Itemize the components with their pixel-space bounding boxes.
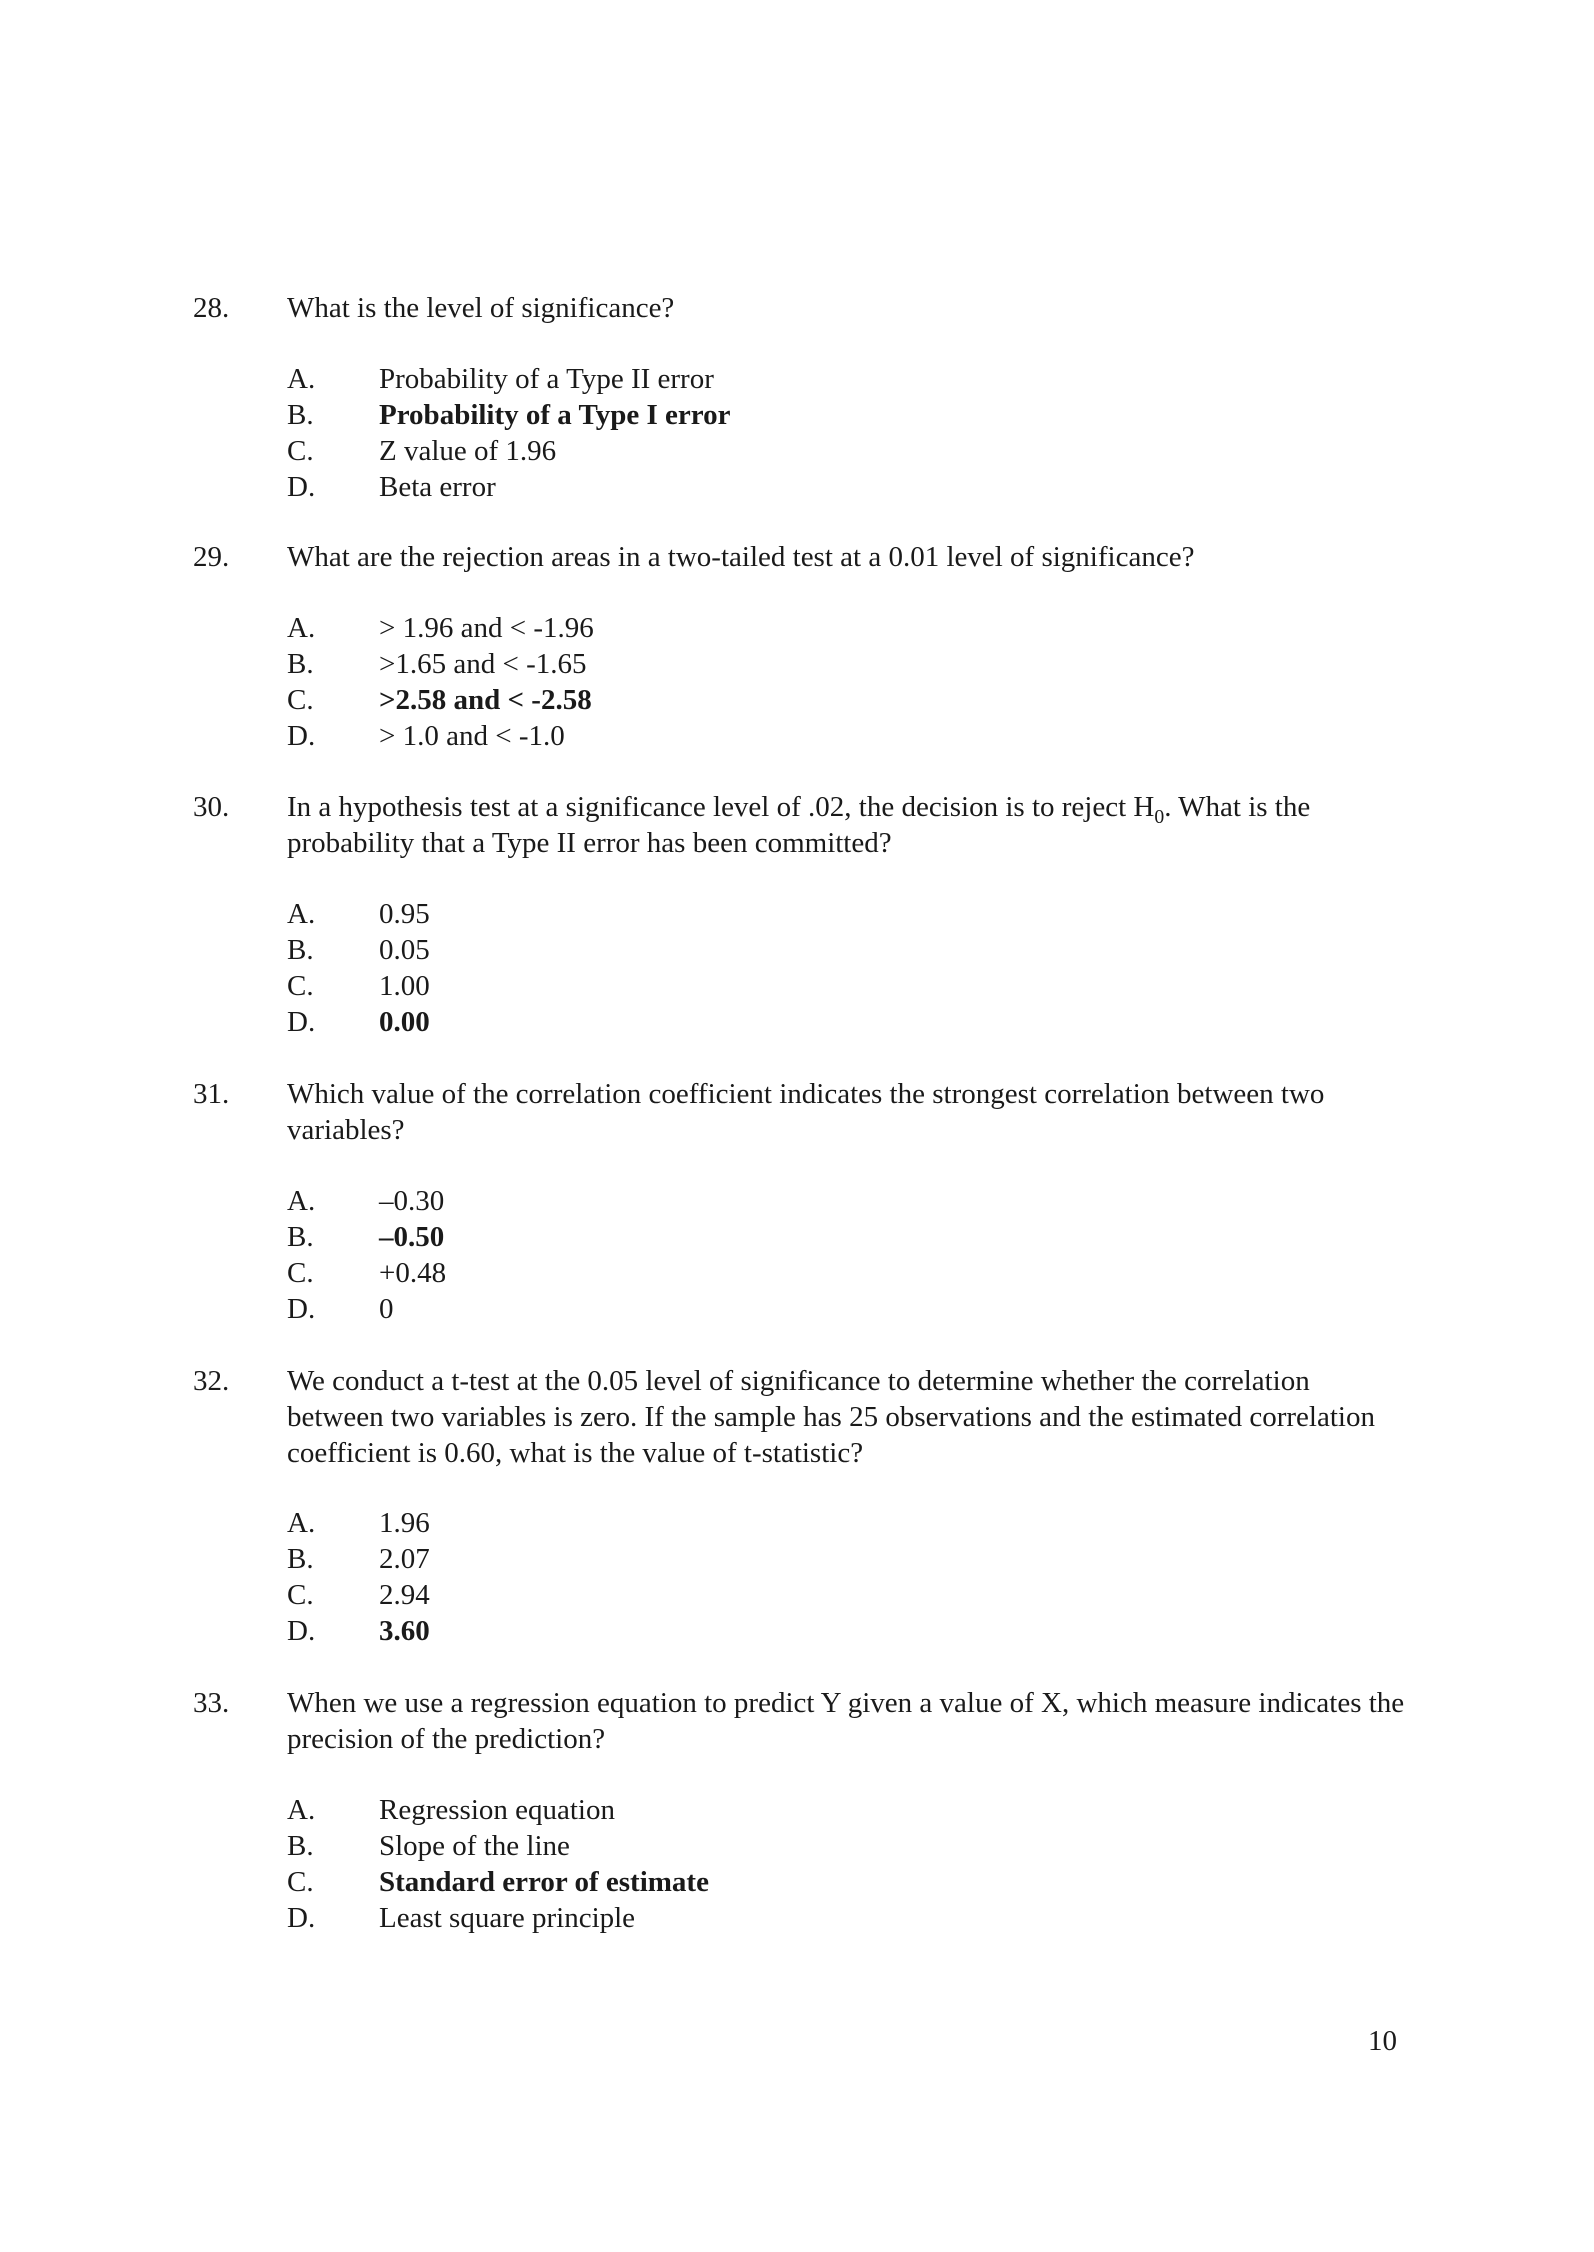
option-letter: D. (287, 1293, 316, 1325)
option-a (287, 1505, 1187, 1541)
question-number: 31. (193, 1078, 230, 1110)
option-letter: A. (287, 363, 316, 395)
answer-options (287, 1792, 1187, 1936)
question-text: Which value of the correlation coefficient indicates the strongest correlation between two variables? (287, 1078, 1325, 1146)
option-letter: C. (287, 1579, 314, 1611)
option-letter: A. (287, 1794, 316, 1826)
correct-option-text: –0.50 (379, 1221, 445, 1253)
question-text (287, 789, 1407, 861)
question-number: 30. (193, 791, 230, 823)
option-a (287, 610, 1187, 646)
question-text: When we use a regression equation to predict Y given a value of X, which measure indicates the precision of the prediction? (287, 1687, 1405, 1755)
option-text: Z value of 1.96 (379, 435, 557, 467)
option-letter: B. (287, 1543, 314, 1575)
option-c (287, 682, 1187, 718)
question-text: What are the rejection areas in a two-tailed test at a 0.01 level of significance? (287, 541, 1195, 573)
option-c (287, 433, 1187, 469)
option-text: Least square principle (379, 1902, 636, 1934)
question-number: 32. (193, 1365, 230, 1397)
option-d (287, 1900, 1187, 1936)
option-text: 0.95 (379, 898, 430, 930)
option-d (287, 718, 1187, 754)
option-letter: B. (287, 1221, 314, 1253)
correct-option-text: Probability of a Type I error (379, 399, 731, 431)
option-letter: A. (287, 1507, 316, 1539)
option-c (287, 968, 1187, 1004)
option-text: > 1.96 and < -1.96 (379, 612, 594, 644)
answer-options (287, 361, 1187, 505)
option-text: 0 (379, 1293, 394, 1325)
option-text: Regression equation (379, 1794, 615, 1826)
option-letter: B. (287, 399, 314, 431)
question-text: What is the level of significance? (287, 292, 675, 324)
option-letter: B. (287, 934, 314, 966)
option-letter: A. (287, 898, 316, 930)
option-letter: B. (287, 1830, 314, 1862)
option-text: 0.05 (379, 934, 430, 966)
subscript: 0 (1154, 805, 1165, 828)
option-d (287, 1613, 1187, 1649)
option-c (287, 1577, 1187, 1613)
question-text-part: . What is the probability that a Type II error has been committed? (287, 791, 1311, 859)
answer-options (287, 610, 1187, 754)
page-number: 10 (1368, 2025, 1397, 2057)
option-text: 1.00 (379, 970, 430, 1002)
option-c (287, 1864, 1187, 1900)
option-letter: D. (287, 1006, 316, 1038)
option-d (287, 1291, 1187, 1327)
option-text: 1.96 (379, 1507, 430, 1539)
question-text-part: In a hypothesis test at a significance level of .02, the decision is to reject H (287, 791, 1155, 823)
correct-option-text: >2.58 and < -2.58 (379, 684, 592, 716)
answer-options (287, 1505, 1187, 1649)
correct-option-text: 3.60 (379, 1615, 430, 1647)
answer-options (287, 1183, 1187, 1327)
option-letter: C. (287, 1257, 314, 1289)
option-text: Beta error (379, 471, 496, 503)
option-letter: C. (287, 970, 314, 1002)
option-a (287, 1183, 1187, 1219)
option-letter: C. (287, 1866, 314, 1898)
option-b (287, 1219, 1187, 1255)
option-text: >1.65 and < -1.65 (379, 648, 587, 680)
option-letter: D. (287, 1615, 316, 1647)
option-text: Probability of a Type II error (379, 363, 714, 395)
option-letter: B. (287, 648, 314, 680)
option-b (287, 1541, 1187, 1577)
option-letter: A. (287, 612, 316, 644)
option-text: +0.48 (379, 1257, 447, 1289)
option-b (287, 1828, 1187, 1864)
option-text: > 1.0 and < -1.0 (379, 720, 565, 752)
correct-option-text: Standard error of estimate (379, 1866, 709, 1898)
option-letter: C. (287, 435, 314, 467)
option-d (287, 469, 1187, 505)
option-text: –0.30 (379, 1185, 445, 1217)
option-letter: C. (287, 684, 314, 716)
option-b (287, 646, 1187, 682)
question-number: 28. (193, 292, 230, 324)
option-c (287, 1255, 1187, 1291)
option-text: 2.94 (379, 1579, 430, 1611)
option-b (287, 397, 1187, 433)
option-letter: A. (287, 1185, 316, 1217)
option-text: 2.07 (379, 1543, 430, 1575)
question-text: We conduct a t-test at the 0.05 level of significance to determine whether the correlation between two variables is zero. If the sample has 25 observations and the estimated correlation coefficient is 0.60, what is the value of t-statistic? (287, 1365, 1375, 1469)
question-number: 29. (193, 541, 230, 573)
option-text: Slope of the line (379, 1830, 570, 1862)
correct-option-text: 0.00 (379, 1006, 430, 1038)
question-number: 33. (193, 1687, 230, 1719)
option-a (287, 361, 1187, 397)
option-b (287, 932, 1187, 968)
option-letter: D. (287, 1902, 316, 1934)
option-letter: D. (287, 720, 316, 752)
answer-options (287, 896, 1187, 1040)
option-a (287, 1792, 1187, 1828)
option-d (287, 1004, 1187, 1040)
option-letter: D. (287, 471, 316, 503)
option-a (287, 896, 1187, 932)
